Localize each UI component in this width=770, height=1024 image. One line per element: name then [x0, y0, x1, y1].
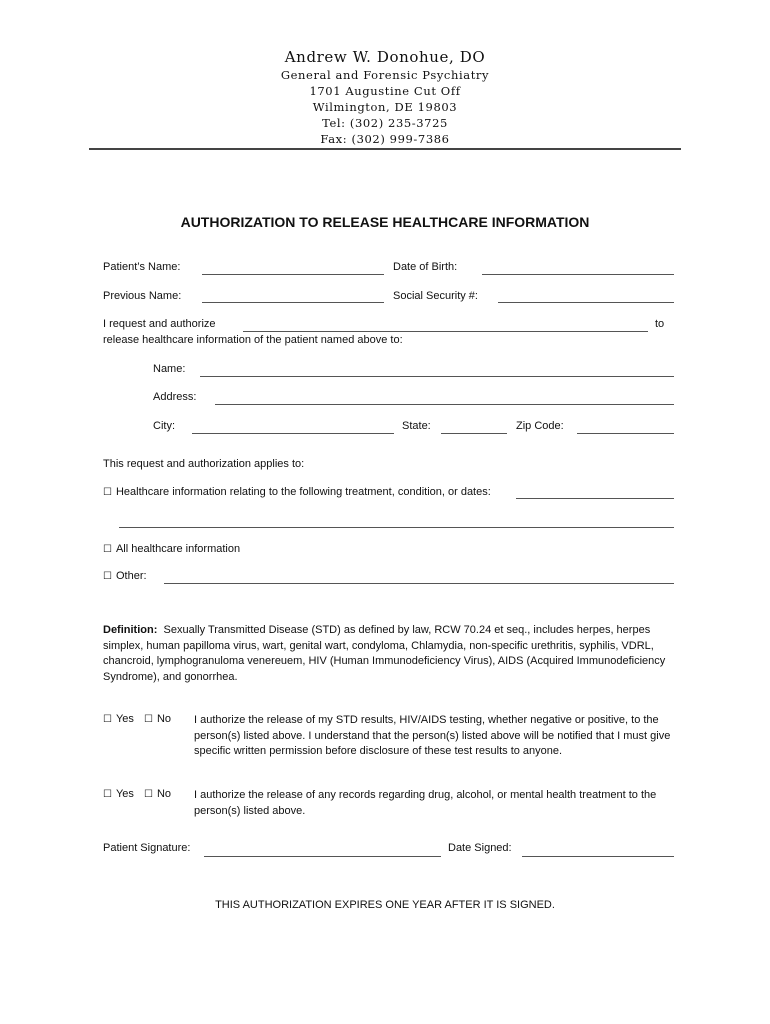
recipient-address-field[interactable]: [215, 404, 674, 405]
doctor-specialty: General and Forensic Psychiatry: [280, 68, 490, 82]
provider-field[interactable]: [243, 331, 648, 332]
city-label: City:: [153, 420, 175, 432]
phone-number: Tel: (302) 235-3725: [322, 116, 448, 130]
address-line-2: Wilmington, DE 19803: [312, 100, 458, 114]
std-no: [144, 713, 171, 725]
expiration-notice: THIS AUTHORIZATION EXPIRES ONE YEAR AFTER IT IS SIGNED.: [215, 899, 555, 911]
definition-label: Definition:: [103, 624, 158, 636]
zip-field[interactable]: [577, 433, 674, 434]
patient-name-label: Patient’s Name:: [103, 261, 181, 273]
ssn-field[interactable]: [498, 302, 674, 303]
drug-yes-label: Yes: [115, 788, 134, 800]
city-field[interactable]: [192, 433, 394, 434]
zip-label: Zip Code:: [516, 420, 564, 432]
dob-label: Date of Birth:: [393, 261, 458, 273]
drug-yes-checkbox[interactable]: ☐: [103, 789, 112, 800]
treatment-label: Healthcare information relating to the following treatment, condition, or dates:: [115, 486, 491, 498]
option-all: [103, 543, 240, 555]
dob-field[interactable]: [482, 274, 674, 275]
previous-name-field[interactable]: [202, 302, 384, 303]
treatment-field[interactable]: [516, 498, 674, 499]
all-info-label: All healthcare information: [115, 543, 241, 555]
doctor-name: Andrew W. Donohue, DO: [284, 48, 486, 66]
request-authorize-label: I request and authorize: [103, 318, 216, 330]
drug-no-checkbox[interactable]: ☐: [144, 789, 153, 800]
header-divider: [89, 148, 681, 150]
std-consent-text: I authorize the release of my STD results, HIV/AIDS testing, whether negative or positive, to the person(s) listed above. I understand that the person(s) listed above will be notified that I must give specific written permission before disclosure of these test results to anyone.: [194, 714, 671, 757]
applies-intro: This request and authorization applies to:: [103, 458, 305, 470]
state-label: State:: [402, 420, 431, 432]
date-signed-label: Date Signed:: [448, 842, 512, 854]
std-yes-label: Yes: [115, 713, 134, 725]
std-yes: [103, 713, 134, 725]
recipient-name-label: Name:: [153, 363, 186, 375]
fax-number: Fax: (302) 999-7386: [320, 132, 450, 146]
option-other: [103, 570, 147, 582]
drug-no: [144, 788, 171, 800]
all-info-checkbox[interactable]: ☐: [103, 544, 112, 555]
address-line-1: 1701 Augustine Cut Off: [309, 84, 461, 98]
form-title: AUTHORIZATION TO RELEASE HEALTHCARE INFORMATION: [180, 214, 590, 230]
std-no-checkbox[interactable]: ☐: [144, 714, 153, 725]
recipient-address-label: Address:: [153, 391, 197, 403]
other-checkbox[interactable]: ☐: [103, 571, 112, 582]
patient-signature-field[interactable]: [204, 856, 441, 857]
to-label: to: [655, 318, 665, 330]
release-text: release healthcare information of the patient named above to:: [103, 334, 403, 346]
other-field[interactable]: [164, 583, 674, 584]
recipient-name-field[interactable]: [200, 376, 674, 377]
drug-yes: [103, 788, 134, 800]
std-no-label: No: [156, 713, 172, 725]
patient-signature-label: Patient Signature:: [103, 842, 191, 854]
std-yes-checkbox[interactable]: ☐: [103, 714, 112, 725]
state-field[interactable]: [441, 433, 507, 434]
ssn-label: Social Security #:: [393, 290, 478, 302]
patient-name-field[interactable]: [202, 274, 384, 275]
option-treatment: [103, 486, 491, 498]
drug-no-label: No: [156, 788, 172, 800]
definition-paragraph: [103, 623, 675, 685]
previous-name-label: Previous Name:: [103, 290, 182, 302]
definition-text: Sexually Transmitted Disease (STD) as defined by law, RCW 70.24 et seq., includes herpes, herpes simplex, human papilloma virus, wart, genital wart, condyloma, Chlamydia, non-specific urethritis, syphilis, VDRL, chancroid, lymphogranuloma venereuem, HIV (Human Immunodeficiency Virus), AIDS (Acquired Immunodeficiency Syndrome), and gonorrhea.: [103, 624, 666, 683]
date-signed-field[interactable]: [522, 856, 674, 857]
drug-consent-text: I authorize the release of any records regarding drug, alcohol, or mental health treatment to the person(s) listed above.: [194, 789, 657, 817]
treatment-field-continued[interactable]: [119, 527, 674, 528]
treatment-checkbox[interactable]: ☐: [103, 487, 112, 498]
other-label: Other:: [115, 570, 147, 582]
